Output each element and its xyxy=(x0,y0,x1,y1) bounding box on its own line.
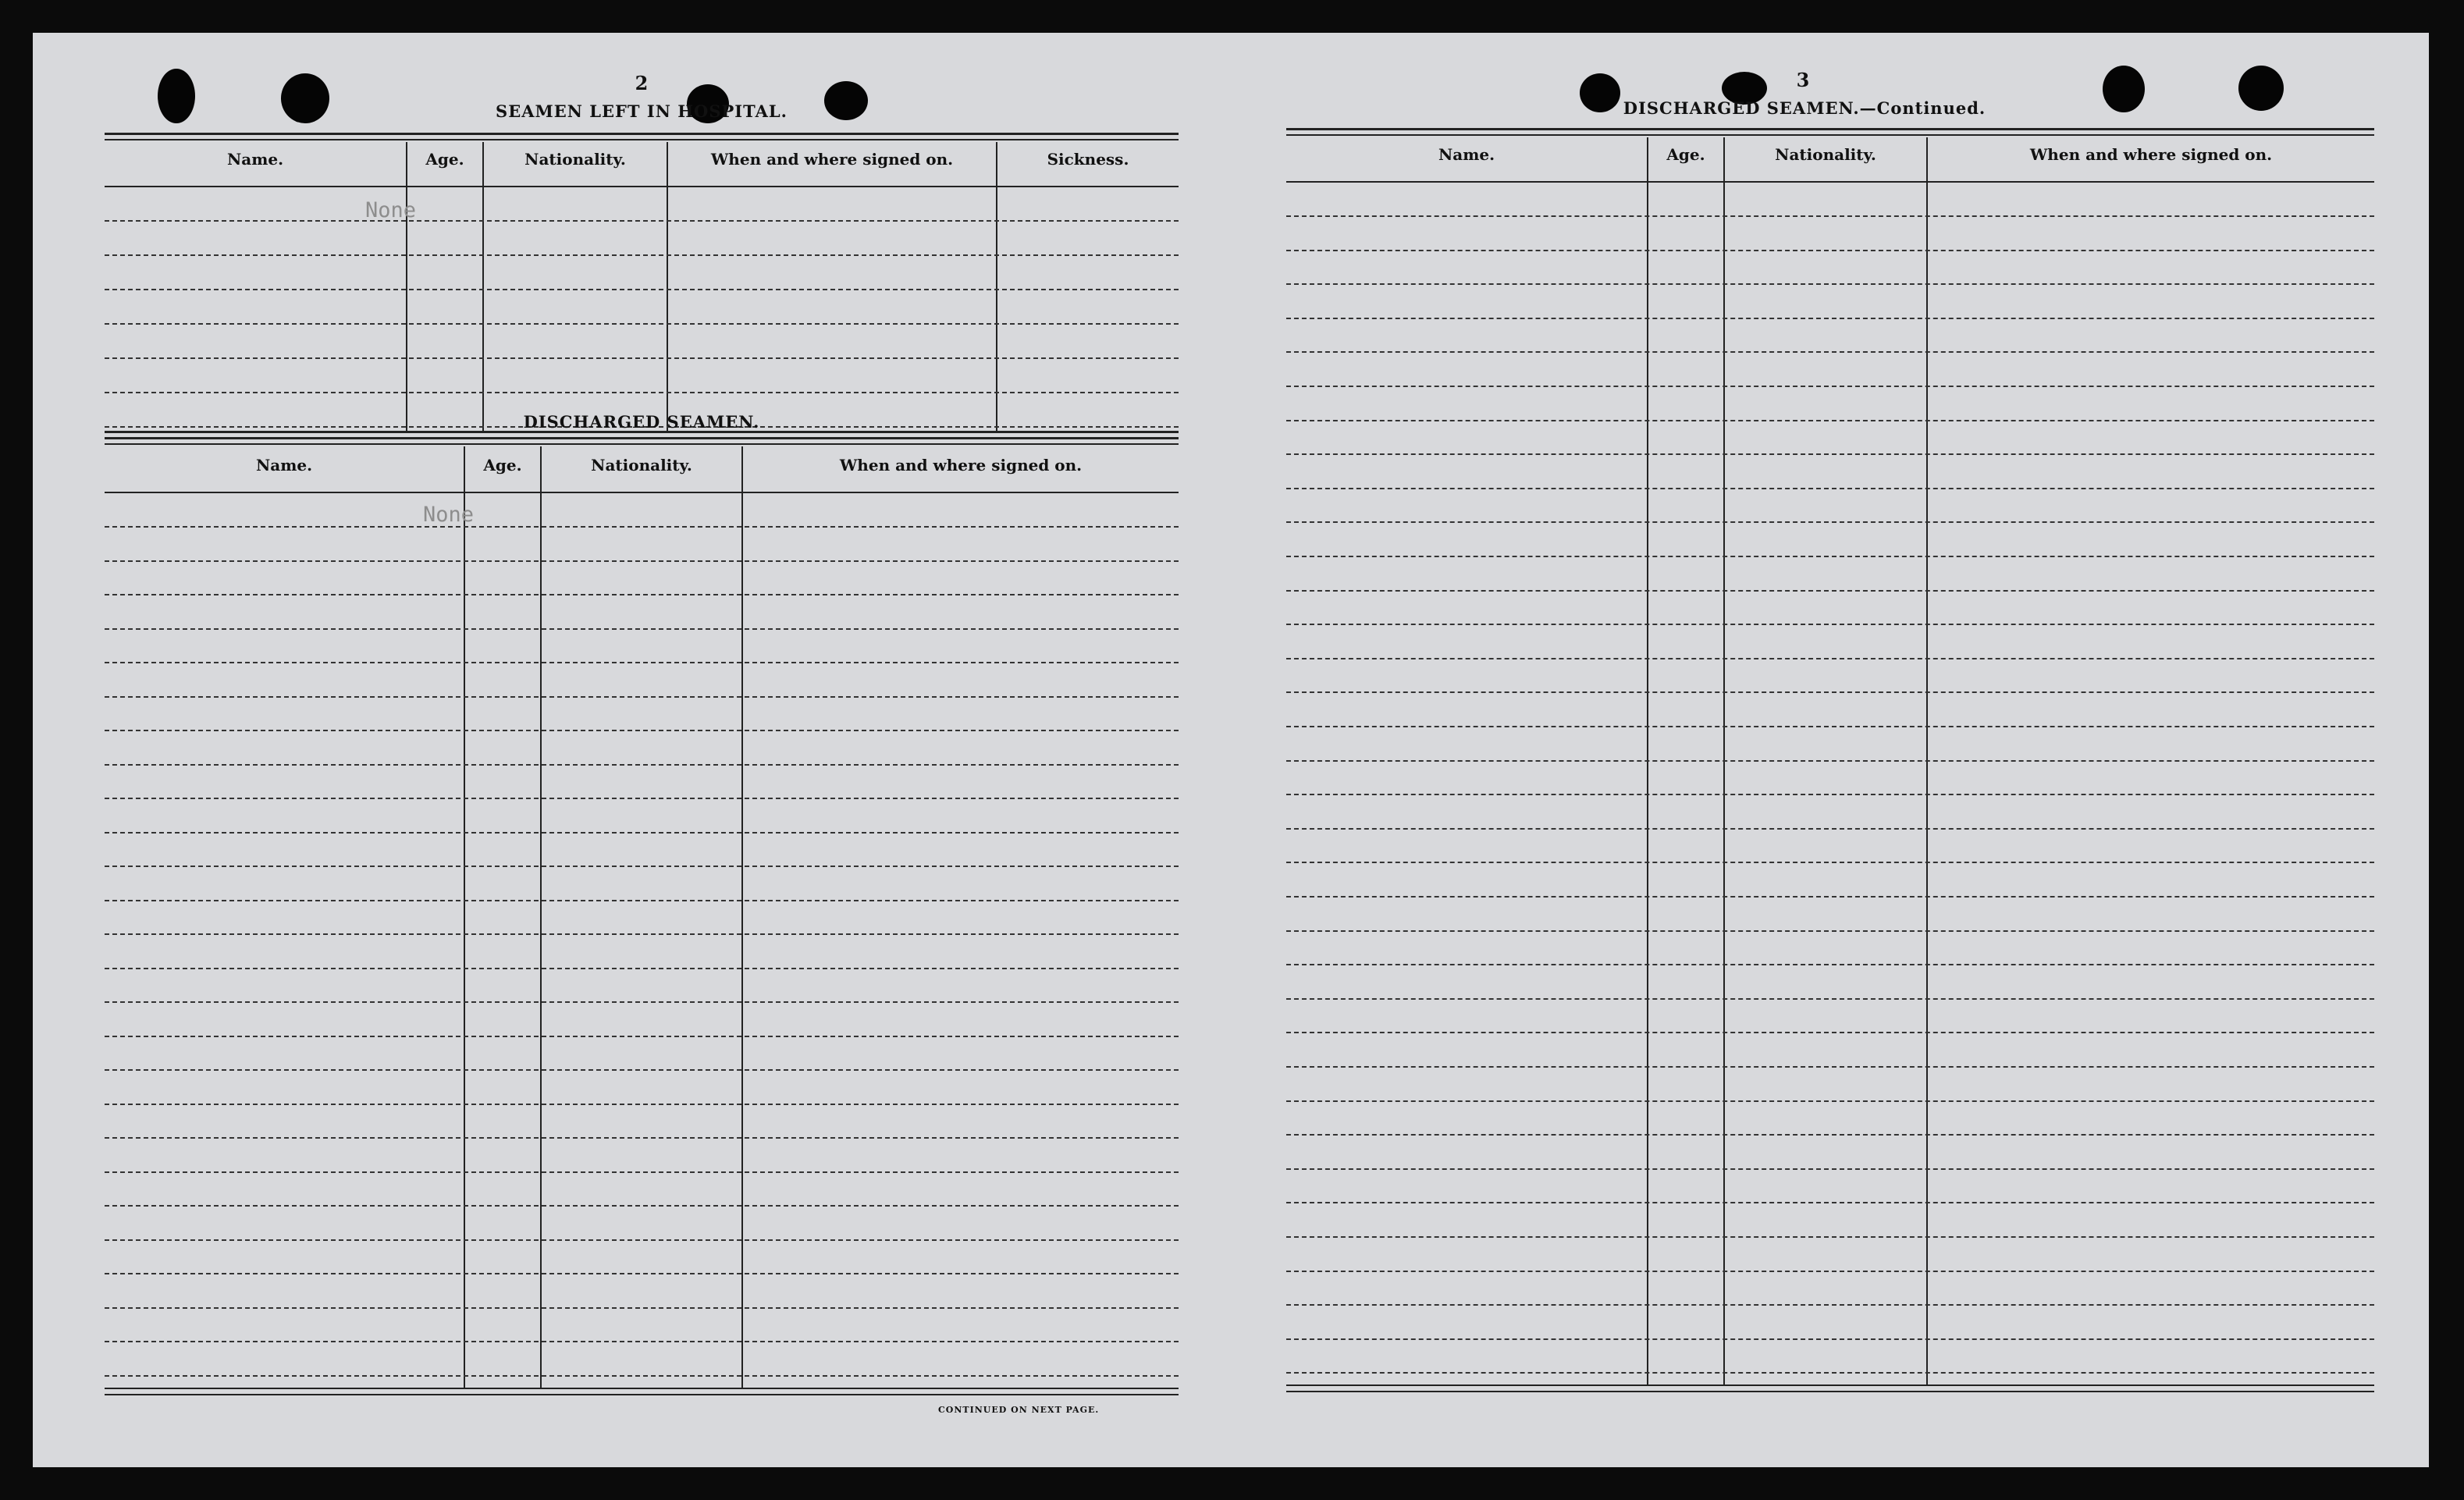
ruled-line xyxy=(105,1036,1179,1037)
ruled-line xyxy=(1286,1100,2374,1102)
ruled-line xyxy=(1286,726,2374,727)
ruled-line xyxy=(1286,896,2374,898)
punch-hole xyxy=(2238,66,2284,111)
ruled-line xyxy=(1286,794,2374,795)
ruled-line xyxy=(105,764,1179,766)
ruled-line xyxy=(105,1239,1179,1241)
column-divider xyxy=(540,446,542,1388)
ruled-line xyxy=(105,866,1179,867)
ruled-line xyxy=(105,323,1179,325)
ruled-line xyxy=(1286,1202,2374,1203)
ruled-line xyxy=(1286,283,2374,285)
column-divider xyxy=(482,142,484,431)
ruled-line xyxy=(1286,590,2374,592)
column-header-when-where: When and where signed on. xyxy=(710,150,954,169)
column-header-name: Name. xyxy=(255,456,313,475)
ruled-line xyxy=(105,933,1179,935)
column-divider xyxy=(741,446,743,1388)
ruled-line xyxy=(1286,556,2374,557)
column-header-nationality: Nationality. xyxy=(524,150,626,169)
ruled-line xyxy=(105,526,1179,528)
ruled-line xyxy=(105,1341,1179,1342)
ruled-line xyxy=(105,1069,1179,1071)
rule xyxy=(1286,1384,2374,1386)
ruled-line xyxy=(105,1273,1179,1274)
ruled-line xyxy=(105,594,1179,595)
ruled-line xyxy=(1286,828,2374,830)
column-header-when-where: When and where signed on. xyxy=(839,456,1083,475)
ruled-line xyxy=(105,1307,1179,1309)
ruled-line xyxy=(1286,930,2374,932)
rule xyxy=(1286,134,2374,136)
ruled-line xyxy=(105,254,1179,256)
ruled-line xyxy=(1286,760,2374,762)
ruled-line xyxy=(105,832,1179,834)
ruled-line xyxy=(1286,318,2374,319)
ruled-line xyxy=(105,1171,1179,1173)
rule xyxy=(105,1388,1179,1389)
column-header-sickness: Sickness. xyxy=(1047,150,1129,169)
ruled-line xyxy=(1286,215,2374,217)
ruled-line xyxy=(105,1137,1179,1139)
ruled-line xyxy=(1286,453,2374,455)
rule xyxy=(1286,128,2374,130)
punch-hole xyxy=(158,69,195,123)
ruled-line xyxy=(1286,250,2374,251)
rule xyxy=(105,139,1179,140)
ruled-line xyxy=(105,1375,1179,1377)
document-sheet xyxy=(33,33,2429,1467)
column-divider xyxy=(406,142,407,431)
ruled-line xyxy=(1286,386,2374,387)
column-divider xyxy=(996,142,997,431)
ruled-line xyxy=(1286,521,2374,523)
ruled-line xyxy=(1286,998,2374,1000)
footer-continued: CONTINUED ON NEXT PAGE. xyxy=(938,1405,1100,1415)
rule xyxy=(105,437,1179,439)
ruled-line xyxy=(105,357,1179,359)
column-header-nationality: Nationality. xyxy=(1775,145,1876,164)
rule xyxy=(1286,1391,2374,1392)
ruled-line xyxy=(1286,1066,2374,1068)
column-header-when-where: When and where signed on. xyxy=(2029,145,2273,164)
column-header-age: Age. xyxy=(1666,145,1705,164)
ruled-line xyxy=(105,392,1179,393)
discharged-entry-text: None xyxy=(423,503,475,527)
rule xyxy=(105,133,1179,135)
rule xyxy=(105,1394,1179,1395)
column-divider xyxy=(464,446,465,1388)
section-title-discharged: DISCHARGED SEAMEN. xyxy=(523,412,760,432)
rule xyxy=(105,443,1179,445)
ruled-line xyxy=(1286,1168,2374,1170)
column-header-age: Age. xyxy=(483,456,522,475)
ruled-line xyxy=(105,1001,1179,1003)
ruled-line xyxy=(105,1104,1179,1105)
ruled-line xyxy=(1286,624,2374,625)
column-header-age: Age. xyxy=(425,150,464,169)
section-title-discharged-continued: DISCHARGED SEAMEN.—Continued. xyxy=(1623,98,1986,118)
ruled-line xyxy=(105,900,1179,901)
ruled-line xyxy=(1286,1271,2374,1272)
ruled-line xyxy=(105,289,1179,290)
ruled-line xyxy=(1286,420,2374,421)
ruled-line xyxy=(105,968,1179,969)
ruled-line xyxy=(1286,964,2374,965)
page-number: 2 xyxy=(635,72,649,94)
page-number: 3 xyxy=(1796,69,1810,91)
ruled-line xyxy=(1286,351,2374,353)
ruled-line xyxy=(1286,691,2374,693)
punch-hole xyxy=(281,73,329,123)
ruled-line xyxy=(1286,1134,2374,1136)
ruled-line xyxy=(1286,1338,2374,1340)
column-header-name: Name. xyxy=(1438,145,1495,164)
column-header-name: Name. xyxy=(226,150,284,169)
rule xyxy=(105,186,1179,187)
ruled-line xyxy=(105,730,1179,731)
hospital-entry-text: None xyxy=(365,198,417,222)
ruled-line xyxy=(105,220,1179,222)
punch-hole xyxy=(2103,66,2145,112)
ruled-line xyxy=(105,560,1179,562)
ruled-line xyxy=(1286,1372,2374,1374)
ruled-line xyxy=(1286,1236,2374,1238)
section-title-hospital: SEAMEN LEFT IN HOSPITAL. xyxy=(496,101,788,121)
ruled-line xyxy=(105,696,1179,698)
column-divider xyxy=(667,142,668,431)
ruled-line xyxy=(105,1205,1179,1207)
rule xyxy=(105,492,1179,493)
column-header-nationality: Nationality. xyxy=(591,456,692,475)
rule xyxy=(1286,181,2374,183)
ruled-line xyxy=(1286,1032,2374,1033)
ruled-line xyxy=(105,662,1179,663)
ruled-line xyxy=(1286,1304,2374,1306)
ruled-line xyxy=(1286,862,2374,863)
ruled-line xyxy=(1286,658,2374,659)
ruled-line xyxy=(105,628,1179,630)
ruled-line xyxy=(105,798,1179,799)
ruled-line xyxy=(1286,488,2374,489)
